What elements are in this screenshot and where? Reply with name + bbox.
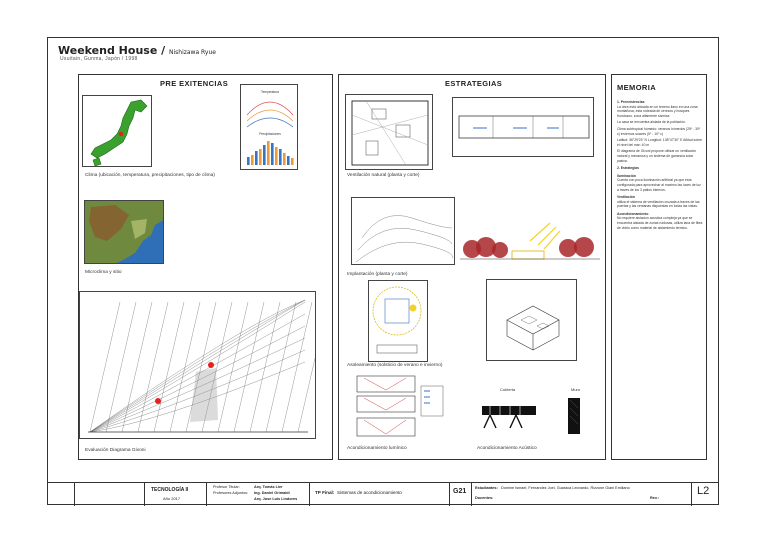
tp-label: TP Final: xyxy=(315,490,335,495)
roof-supports xyxy=(484,415,522,428)
tp-title: Sistemas de acondicionamiento xyxy=(337,490,402,495)
memo-s1-heading: 1. Preexistencias xyxy=(617,100,645,104)
sun-icon xyxy=(410,305,417,312)
axonometric-patios xyxy=(521,316,549,329)
legend-swatches xyxy=(424,391,430,403)
estrategias-title: ESTRATEGIAS xyxy=(445,79,503,88)
precip-bar xyxy=(283,153,286,165)
implantation-plan xyxy=(351,197,455,265)
location-marker xyxy=(119,132,123,136)
ventilation-section xyxy=(452,97,594,157)
lighting-section-1 xyxy=(357,376,415,392)
sheet-number: L2 xyxy=(697,485,710,497)
airflow-lines xyxy=(352,101,428,165)
docentes-label: Docentes: xyxy=(475,496,494,500)
memo-s2-sub1: Iluminación xyxy=(617,173,636,178)
givoni-point-summer xyxy=(208,362,214,368)
axonometric-view xyxy=(486,279,577,361)
project-location: Usuitain, Gunma, Japón / 1998 xyxy=(60,56,138,62)
memo-s1-p2: La casa se encuentra aislada de la población. xyxy=(617,120,686,125)
precip-bar xyxy=(263,145,266,165)
memo-s1-p4: Latitud: 36°29'23" N Longitud: 138°47'30" E Altitud sobre el nivel del mar: 40 m xyxy=(617,138,703,147)
givoni-grid-line xyxy=(298,302,316,432)
section-outline xyxy=(459,116,589,138)
subject-year: Año 2017 xyxy=(163,496,181,501)
precip-bar xyxy=(275,147,278,165)
lighting-section-3 xyxy=(357,418,415,436)
house-plan-small xyxy=(385,299,409,323)
architect-name: Nishizawa Ryue xyxy=(168,49,216,56)
climate-caption: Clima (ubicación, temperatura, precipitaciones, tipo de clima) xyxy=(85,173,215,178)
memo-s1-p1: La obra está ubicada en un terreno llano en una zona montañosa, esta rodeada de cerezos y bosques frondosos. zona altamente sísmica xyxy=(617,104,698,118)
sun-rays xyxy=(530,223,560,249)
memo-s2-p2: utiliza el sistema de ventilacion cruzada a traves de las puertas y las ventanas dispuestas en todas las vistas. xyxy=(617,199,700,209)
memoria-body xyxy=(617,97,703,232)
tb-cell-blank-1 xyxy=(47,483,75,506)
givoni-point-winter xyxy=(155,398,161,404)
precip-bar xyxy=(247,157,250,165)
temp-curve-low xyxy=(247,110,293,121)
japan-islands-shape xyxy=(91,100,147,166)
tb-cell-blank-2 xyxy=(75,483,145,506)
givoni-grid-line xyxy=(90,302,120,432)
givoni-grid-line xyxy=(138,302,168,432)
tree-left-3 xyxy=(492,242,508,258)
section-small xyxy=(377,345,417,353)
rev-label: Rev.: xyxy=(650,496,660,500)
givoni-grid-line xyxy=(234,302,264,432)
topography-lines xyxy=(356,216,452,263)
acoustic-caption: Acondicionamiento Acústico xyxy=(477,446,537,451)
prof-adjuntos-label: Profesores Adjuntos: xyxy=(213,491,249,495)
light-rays xyxy=(364,378,406,434)
precip-bar xyxy=(291,158,294,165)
lighting-section-2 xyxy=(357,396,415,412)
memo-s2-heading: 2. Estrategias xyxy=(617,166,640,171)
ventilation-caption: Ventilación natural (planta y corte) xyxy=(347,173,420,178)
house-plan-outline xyxy=(352,101,428,165)
muro-label: Muro xyxy=(571,387,581,392)
implantation-caption: Implantación (planta y corte) xyxy=(347,272,408,277)
japan-map-figure xyxy=(82,95,152,167)
precip-bar xyxy=(255,151,258,165)
cubierta-label: Cubierta xyxy=(500,387,516,392)
prof-titular-label: Profesor Titular: xyxy=(213,485,240,489)
memo-s2-sub2: Ventilación xyxy=(617,195,635,200)
preexistencias-title: PRE EXITENCIAS xyxy=(160,79,229,88)
microclimate-caption: Microclima y sitio xyxy=(85,270,122,275)
precip-bar xyxy=(267,141,270,165)
group-code: G21 xyxy=(453,488,467,495)
sunlight-diagram xyxy=(368,280,428,362)
temperature-chart-label: Temperatura xyxy=(261,90,279,94)
givoni-grid-line xyxy=(282,302,312,432)
patio-3 xyxy=(366,141,378,155)
memo-s2-sub3: Acondicionamiento xyxy=(617,211,649,216)
temp-curve-min xyxy=(247,118,293,127)
house-section xyxy=(512,251,544,259)
temp-curve-high xyxy=(247,102,293,115)
givoni-caption: Evaluación Diagrama Givoni xyxy=(85,448,146,453)
sunlight-caption: Asoleamiento (solsticio de verano e invierno) xyxy=(347,363,443,368)
memo-s1-p3: Clima subtropical húmedo: veranos húmedos (25º - 30º c) inviernos suaves (5º - 10º c) xyxy=(617,126,701,136)
memo-s2-p1: Cuenta con poca iluminación artificial ya que esta configurada para aprovechar al maximo las luces de luz a traves de los 3 patios internos. xyxy=(617,178,701,192)
precip-bar xyxy=(287,156,290,165)
axonometric-box xyxy=(507,306,559,350)
ventilation-plan xyxy=(345,94,433,170)
section-columns xyxy=(493,116,563,138)
prof-adjunto-1: Ing. Daniel Grimaldi xyxy=(254,491,290,495)
precip-bar xyxy=(279,149,282,165)
prof-titular-name: Arq. Tomás Lier xyxy=(254,485,283,489)
memo-s2-p3: No requiere aislacion acustica compleja ya que se encuentra aislada de zonas ruidosas, utiliza lana de fibra de vidrio como material de aislamiento termico. xyxy=(617,216,703,230)
students-names: Domine Ismael, Fernandez Joel, Guaraca Leonardo, Rizzone Giani Emiliano xyxy=(501,486,630,490)
title-text: Weekend House / xyxy=(58,44,166,57)
lighting-legend xyxy=(420,385,444,417)
acoustic-diagram xyxy=(480,394,600,438)
givoni-diagram xyxy=(79,291,316,439)
precip-bar xyxy=(251,155,254,165)
lighting-caption: Acondicionamiento lumínico xyxy=(347,446,407,451)
implantation-section xyxy=(460,217,600,267)
students-label: Estudiantes: xyxy=(475,486,498,490)
wall-layer xyxy=(568,398,580,434)
precipitation-chart-label: Precipitaciones xyxy=(259,132,281,136)
tree-right-2 xyxy=(574,237,594,257)
prof-adjunto-2: Arq. Jose Luis Lindores xyxy=(254,497,298,501)
memo-s1-p5: El diagrama de Givoni propone utilizar un ventilación natural y mecanica y un sistema de ganancia solar pasiva. xyxy=(617,149,697,163)
lighting-diagram xyxy=(356,374,416,439)
subject-name: TECNOLOGÍA II xyxy=(151,487,189,493)
memoria-title: MEMORIA xyxy=(617,83,657,92)
precipitation-bars xyxy=(247,141,294,165)
precip-bar xyxy=(259,149,262,165)
climate-chart-figure xyxy=(240,84,298,170)
precip-bar xyxy=(271,143,274,165)
microclimate-relief-map xyxy=(84,200,164,264)
